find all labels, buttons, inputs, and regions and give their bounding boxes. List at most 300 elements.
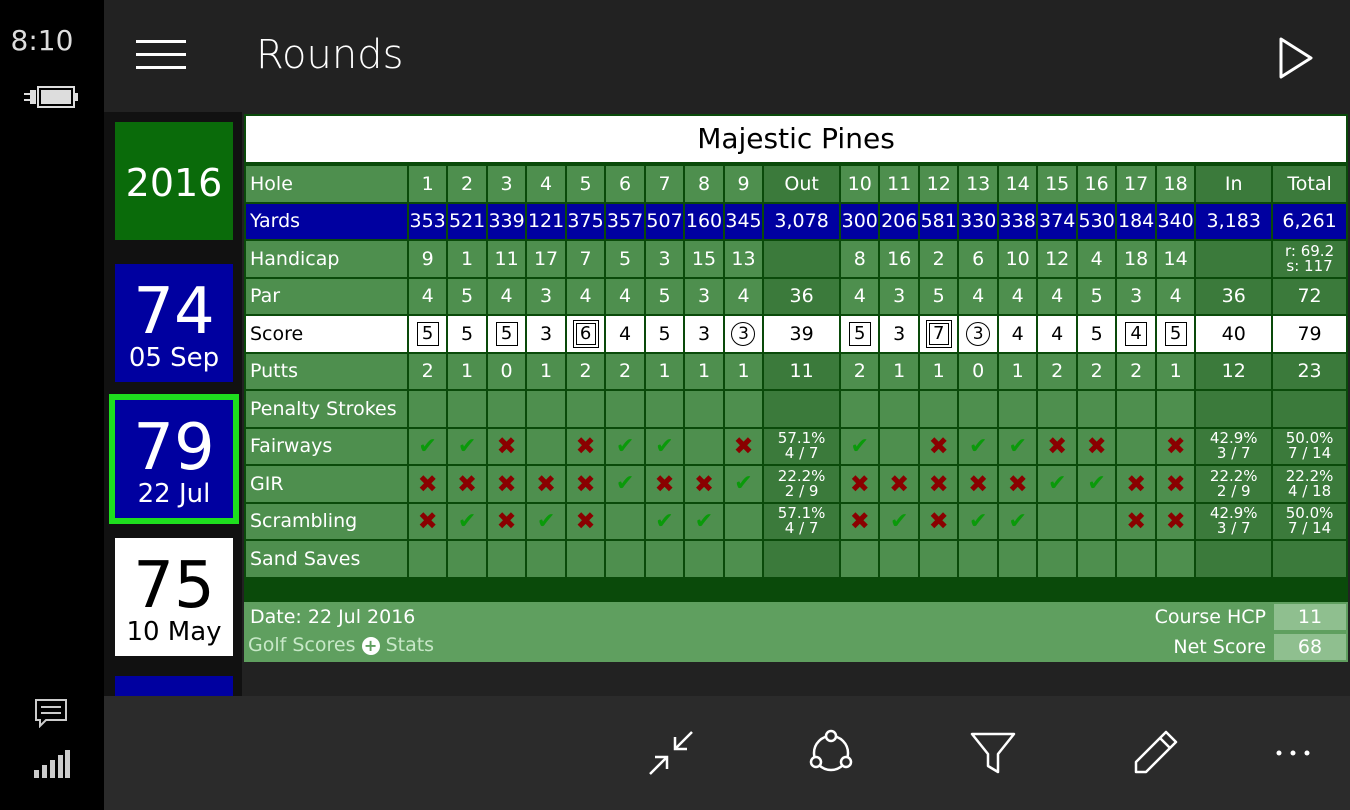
gir-hole-10 [840, 465, 879, 503]
penalty-hole-14 [998, 390, 1037, 428]
score-value: 5 [1090, 322, 1103, 345]
round-tile-partial[interactable] [115, 676, 233, 696]
gir-row [245, 465, 1347, 503]
par-row [245, 278, 1347, 316]
yards-hole-9: 345 [724, 203, 763, 241]
hole-in: In [1195, 165, 1272, 203]
scrambling-hole-11 [879, 503, 918, 541]
par-hole-14: 4 [998, 278, 1037, 316]
penalty-hole-7 [645, 390, 684, 428]
penalty-hole-2 [447, 390, 486, 428]
course-name: Majestic Pines [246, 116, 1346, 162]
cross-icon: ✖ [1047, 432, 1068, 461]
handicap-hole-10: 8 [840, 240, 879, 278]
cross-icon: ✖ [889, 469, 910, 498]
hole-hole-14: 14 [998, 165, 1037, 203]
par-hole-6: 4 [605, 278, 644, 316]
penalty-hole-16 [1077, 390, 1116, 428]
yards-row [245, 203, 1347, 241]
score-hole-1 [408, 315, 447, 353]
course-hcp-label: Course HCP [1154, 606, 1266, 628]
fairways-hole-1 [408, 428, 447, 466]
penalty-label: Penalty Strokes [245, 390, 408, 428]
penalty-hole-6 [605, 390, 644, 428]
putts-in: 12 [1195, 353, 1272, 391]
hole-hole-1: 1 [408, 165, 447, 203]
putts-hole-9: 1 [724, 353, 763, 391]
handicap-hole-14: 10 [998, 240, 1037, 278]
handicap-hole-2: 1 [447, 240, 486, 278]
hole-hole-16: 16 [1077, 165, 1116, 203]
check-icon: ✔ [734, 471, 753, 497]
score-value: 5 [417, 322, 439, 346]
yards-hole-4: 121 [526, 203, 565, 241]
score-hole-14 [998, 315, 1037, 353]
scrambling-hole-14 [998, 503, 1037, 541]
putts-row [245, 353, 1347, 391]
gir-out [763, 465, 840, 503]
hole-hole-9: 9 [724, 165, 763, 203]
score-hole-5 [566, 315, 605, 353]
handicap-hole-4: 17 [526, 240, 565, 278]
hamburger-menu-icon[interactable] [136, 40, 186, 74]
course-rating: r: 69.2 [1285, 241, 1335, 260]
penalty-hole-10 [840, 390, 879, 428]
yards-hole-16: 530 [1077, 203, 1116, 241]
cross-icon: ✖ [849, 507, 870, 536]
sand-hole-2 [447, 540, 486, 578]
fairways-total [1272, 428, 1347, 466]
score-total: 79 [1272, 315, 1347, 353]
hole-row [245, 165, 1347, 203]
score-label: Score [245, 315, 408, 353]
scrambling-hole-7 [645, 503, 684, 541]
net-score-value: 68 [1274, 634, 1346, 660]
hole-label: Hole [245, 165, 408, 203]
handicap-hole-15: 12 [1037, 240, 1076, 278]
scrambling-in-percent: 42.9% [1209, 504, 1258, 523]
par-total: 72 [1272, 278, 1347, 316]
fairways-in-fraction: 3 / 7 [1216, 444, 1251, 463]
fairways-hole-5 [566, 428, 605, 466]
round-score: 75 [133, 549, 215, 623]
round-score: 74 [133, 275, 215, 349]
gir-in [1195, 465, 1272, 503]
fairways-in [1195, 428, 1272, 466]
gir-hole-1 [408, 465, 447, 503]
gir-hole-18 [1156, 465, 1195, 503]
sand-hole-10 [840, 540, 879, 578]
gir-hole-2 [447, 465, 486, 503]
handicap-hole-5: 7 [566, 240, 605, 278]
score-hole-11 [879, 315, 918, 353]
plus-circle-icon: + [362, 637, 380, 655]
fairways-hole-7 [645, 428, 684, 466]
cross-icon: ✖ [496, 469, 517, 498]
check-icon: ✔ [1047, 471, 1067, 497]
check-icon: ✔ [850, 433, 869, 459]
sand-out [763, 540, 840, 578]
yards-hole-5: 375 [566, 203, 605, 241]
cross-icon: ✖ [1165, 507, 1186, 536]
gir-total [1272, 465, 1347, 503]
gir-hole-6 [605, 465, 644, 503]
scrambling-out-percent: 57.1% [777, 504, 826, 523]
gir-hole-8 [684, 465, 723, 503]
gir-hole-11 [879, 465, 918, 503]
net-score-label: Net Score [1173, 636, 1266, 658]
cross-icon: ✖ [968, 469, 989, 498]
cross-icon: ✖ [928, 507, 949, 536]
sand-hole-16 [1077, 540, 1116, 578]
score-hole-16 [1077, 315, 1116, 353]
penalty-out [763, 390, 840, 428]
scrambling-label: Scrambling [245, 503, 408, 541]
fairways-total-fraction: 7 / 14 [1287, 444, 1332, 463]
gir-hole-14 [998, 465, 1037, 503]
handicap-hole-9: 13 [724, 240, 763, 278]
handicap-out [763, 240, 840, 278]
check-icon: ✔ [655, 433, 674, 459]
cross-icon: ✖ [928, 469, 949, 498]
score-hole-17 [1116, 315, 1155, 353]
scrambling-out [763, 503, 840, 541]
score-hole-4 [526, 315, 565, 353]
cross-icon: ✖ [496, 507, 517, 536]
hole-hole-8: 8 [684, 165, 723, 203]
round-score: 79 [133, 411, 215, 485]
putts-hole-10: 2 [840, 353, 879, 391]
hole-hole-4: 4 [526, 165, 565, 203]
score-value: 3 [893, 322, 906, 345]
yards-in: 3,183 [1195, 203, 1272, 241]
check-icon: ✔ [418, 433, 437, 459]
yards-hole-15: 374 [1037, 203, 1076, 241]
play-icon[interactable] [1278, 36, 1314, 84]
handicap-hole-11: 16 [879, 240, 918, 278]
fairways-in-percent: 42.9% [1209, 429, 1258, 448]
scrambling-hole-16 [1077, 503, 1116, 541]
filter-icon[interactable] [968, 728, 1018, 778]
cross-icon: ✖ [693, 469, 715, 498]
check-icon: ✔ [890, 508, 909, 534]
putts-hole-13: 0 [958, 353, 997, 391]
penalty-hole-8 [684, 390, 723, 428]
par-hole-16: 5 [1077, 278, 1116, 316]
handicap-in [1195, 240, 1272, 278]
yards-hole-12: 581 [919, 203, 958, 241]
yards-hole-2: 521 [447, 203, 486, 241]
cross-icon: ✖ [575, 432, 596, 461]
fairways-hole-9 [724, 428, 763, 466]
check-icon: ✔ [1008, 433, 1027, 459]
hole-hole-6: 6 [605, 165, 644, 203]
scrambling-out-fraction: 4 / 7 [784, 519, 819, 538]
cross-icon: ✖ [575, 507, 596, 536]
more-options-icon[interactable] [1268, 728, 1318, 778]
hole-hole-15: 15 [1037, 165, 1076, 203]
score-value: 5 [658, 322, 671, 345]
handicap-hole-12: 2 [919, 240, 958, 278]
check-icon: ✔ [1008, 508, 1027, 534]
score-in: 40 [1195, 315, 1272, 353]
putts-hole-2: 1 [447, 353, 486, 391]
system-status-bar [0, 0, 104, 810]
sand-hole-11 [879, 540, 918, 578]
penalty-hole-3 [487, 390, 526, 428]
clock: 8:10 [10, 24, 74, 57]
yards-hole-10: 300 [840, 203, 879, 241]
score-value: 4 [618, 322, 632, 345]
scrambling-hole-3 [487, 503, 526, 541]
handicap-total [1272, 240, 1347, 278]
check-icon: ✔ [968, 433, 988, 459]
score-value: 4 [1125, 322, 1147, 346]
round-tile[interactable] [115, 264, 233, 382]
hole-hole-3: 3 [487, 165, 526, 203]
scrambling-hole-10 [840, 503, 879, 541]
score-hole-12 [919, 315, 958, 353]
par-hole-4: 3 [526, 278, 565, 316]
title-bar [104, 0, 1350, 112]
hole-hole-18: 18 [1156, 165, 1195, 203]
par-hole-17: 3 [1116, 278, 1155, 316]
sand-hole-14 [998, 540, 1037, 578]
sand-hole-3 [487, 540, 526, 578]
score-hole-3 [487, 315, 526, 353]
round-tile-selected[interactable] [115, 400, 233, 518]
cross-icon: ✖ [1165, 432, 1186, 461]
penalty-hole-5 [566, 390, 605, 428]
check-icon: ✔ [457, 508, 477, 534]
year-tile[interactable] [115, 122, 233, 240]
score-hole-10 [840, 315, 879, 353]
scorecard [244, 114, 1348, 662]
gir-in-percent: 22.2% [1209, 466, 1258, 485]
handicap-hole-16: 4 [1077, 240, 1116, 278]
putts-total: 23 [1272, 353, 1347, 391]
handicap-hole-17: 18 [1116, 240, 1155, 278]
handicap-label: Handicap [245, 240, 408, 278]
fairways-hole-6 [605, 428, 644, 466]
fairways-hole-13 [958, 428, 997, 466]
penalty-hole-15 [1037, 390, 1076, 428]
sand-hole-5 [566, 540, 605, 578]
par-label: Par [245, 278, 408, 316]
putts-hole-7: 1 [645, 353, 684, 391]
cross-icon: ✖ [1086, 432, 1107, 461]
cross-icon: ✖ [1007, 469, 1028, 498]
sand-hole-15 [1037, 540, 1076, 578]
putts-hole-11: 1 [879, 353, 918, 391]
app-brand [248, 634, 434, 656]
score-value: 4 [1011, 322, 1024, 345]
yards-hole-6: 357 [605, 203, 644, 241]
handicap-hole-18: 14 [1156, 240, 1195, 278]
cross-icon: ✖ [496, 432, 517, 461]
scrambling-hole-8 [684, 503, 723, 541]
sand-label: Sand Saves [245, 540, 408, 578]
yards-hole-7: 507 [645, 203, 684, 241]
scrambling-hole-13 [958, 503, 997, 541]
sand-hole-4 [526, 540, 565, 578]
rounds-list [104, 112, 242, 696]
score-value: 5 [849, 322, 871, 346]
score-value: 5 [1165, 322, 1187, 346]
fairways-hole-2 [447, 428, 486, 466]
sand-total [1272, 540, 1347, 578]
sand-hole-9 [724, 540, 763, 578]
round-date: 05 Sep [128, 343, 220, 373]
fairways-hole-4 [526, 428, 565, 466]
putts-hole-12: 1 [919, 353, 958, 391]
hole-hole-5: 5 [566, 165, 605, 203]
cross-icon: ✖ [417, 507, 438, 536]
edit-pencil-icon[interactable] [1130, 728, 1180, 778]
battery-charging-icon [24, 84, 80, 114]
fairways-hole-3 [487, 428, 526, 466]
fairways-total-percent: 50.0% [1285, 429, 1334, 448]
par-hole-18: 4 [1156, 278, 1195, 316]
sand-hole-13 [958, 540, 997, 578]
cross-icon: ✖ [849, 469, 870, 498]
sand-hole-7 [645, 540, 684, 578]
gir-hole-13 [958, 465, 997, 503]
scorecard-table [244, 164, 1348, 579]
yards-hole-1: 353 [408, 203, 447, 241]
fairways-hole-16 [1077, 428, 1116, 466]
score-value: 6 [576, 323, 596, 345]
score-hole-9 [724, 315, 763, 353]
signal-strength-icon [34, 750, 70, 782]
sand-hole-8 [684, 540, 723, 578]
fairways-hole-10 [840, 428, 879, 466]
gir-hole-3 [487, 465, 526, 503]
fairways-out-fraction: 4 / 7 [784, 444, 819, 463]
cross-icon: ✖ [928, 432, 949, 461]
year-label: 2016 [125, 161, 223, 205]
check-icon: ✔ [457, 433, 477, 459]
par-hole-10: 4 [840, 278, 879, 316]
yards-hole-3: 339 [487, 203, 526, 241]
slope-rating: s: 117 [1286, 256, 1333, 275]
fairways-label: Fairways [245, 428, 408, 466]
hole-hole-10: 10 [840, 165, 879, 203]
message-icon[interactable] [34, 698, 68, 732]
scrambling-in-fraction: 3 / 7 [1216, 519, 1251, 538]
handicap-hole-3: 11 [487, 240, 526, 278]
cross-icon: ✖ [536, 469, 557, 498]
scrambling-hole-15 [1037, 503, 1076, 541]
check-icon: ✔ [655, 508, 674, 534]
handicap-hole-13: 6 [958, 240, 997, 278]
scrambling-total [1272, 503, 1347, 541]
handicap-row [245, 240, 1347, 278]
check-icon: ✔ [615, 433, 635, 459]
gir-out-fraction: 2 / 9 [784, 481, 819, 500]
par-hole-13: 4 [958, 278, 997, 316]
check-icon: ✔ [1087, 471, 1106, 497]
fairways-hole-12 [919, 428, 958, 466]
sand-in [1195, 540, 1272, 578]
cross-icon: ✖ [457, 469, 478, 498]
gir-total-fraction: 4 / 18 [1287, 481, 1332, 500]
scrambling-total-percent: 50.0% [1285, 504, 1334, 523]
par-hole-15: 4 [1037, 278, 1076, 316]
gir-hole-4 [526, 465, 565, 503]
gir-total-percent: 22.2% [1285, 466, 1334, 485]
putts-hole-3: 0 [487, 353, 526, 391]
score-value: 7 [929, 323, 949, 345]
yards-hole-11: 206 [879, 203, 918, 241]
gir-hole-9 [724, 465, 763, 503]
cross-icon: ✖ [1126, 469, 1147, 498]
fairways-hole-18 [1156, 428, 1195, 466]
penalty-in [1195, 390, 1272, 428]
par-hole-5: 4 [566, 278, 605, 316]
putts-out: 11 [763, 353, 840, 391]
penalty-hole-12 [919, 390, 958, 428]
score-hole-13 [958, 315, 997, 353]
collapse-icon[interactable] [646, 728, 696, 778]
putts-hole-17: 2 [1116, 353, 1155, 391]
hole-out: Out [763, 165, 840, 203]
fairways-row [245, 428, 1347, 466]
yards-hole-13: 330 [958, 203, 997, 241]
par-in: 36 [1195, 278, 1272, 316]
scrambling-hole-17 [1116, 503, 1155, 541]
cross-icon: ✖ [575, 469, 596, 498]
penalty-hole-4 [526, 390, 565, 428]
cross-icon: ✖ [1126, 507, 1147, 536]
putts-hole-5: 2 [566, 353, 605, 391]
gir-out-percent: 22.2% [777, 466, 826, 485]
putts-label: Putts [245, 353, 408, 391]
score-value: 3 [731, 322, 755, 346]
gir-hole-7 [645, 465, 684, 503]
sand-row [245, 540, 1347, 578]
gir-label: GIR [245, 465, 408, 503]
par-hole-8: 3 [684, 278, 723, 316]
score-hole-7 [645, 315, 684, 353]
par-hole-3: 4 [487, 278, 526, 316]
gir-in-fraction: 2 / 9 [1216, 481, 1251, 500]
cross-icon: ✖ [1165, 469, 1186, 498]
app-name-stats: Stats [385, 634, 435, 656]
score-value: 5 [461, 322, 474, 345]
handicap-hole-1: 9 [408, 240, 447, 278]
scrambling-hole-6 [605, 503, 644, 541]
score-hole-6 [605, 315, 644, 353]
score-out: 39 [763, 315, 840, 353]
handicap-hole-6: 5 [605, 240, 644, 278]
app-window [104, 0, 1350, 810]
round-tile[interactable] [115, 538, 233, 656]
check-icon: ✔ [615, 471, 635, 497]
sand-hole-12 [919, 540, 958, 578]
score-hole-8 [684, 315, 723, 353]
scrambling-hole-2 [447, 503, 486, 541]
handicap-hole-7: 3 [645, 240, 684, 278]
yards-hole-8: 160 [684, 203, 723, 241]
share-icon[interactable] [806, 728, 856, 778]
scrambling-hole-12 [919, 503, 958, 541]
gir-hole-12 [919, 465, 958, 503]
fairways-hole-11 [879, 428, 918, 466]
yards-out: 3,078 [763, 203, 840, 241]
putts-hole-4: 1 [526, 353, 565, 391]
hole-hole-17: 17 [1116, 165, 1155, 203]
